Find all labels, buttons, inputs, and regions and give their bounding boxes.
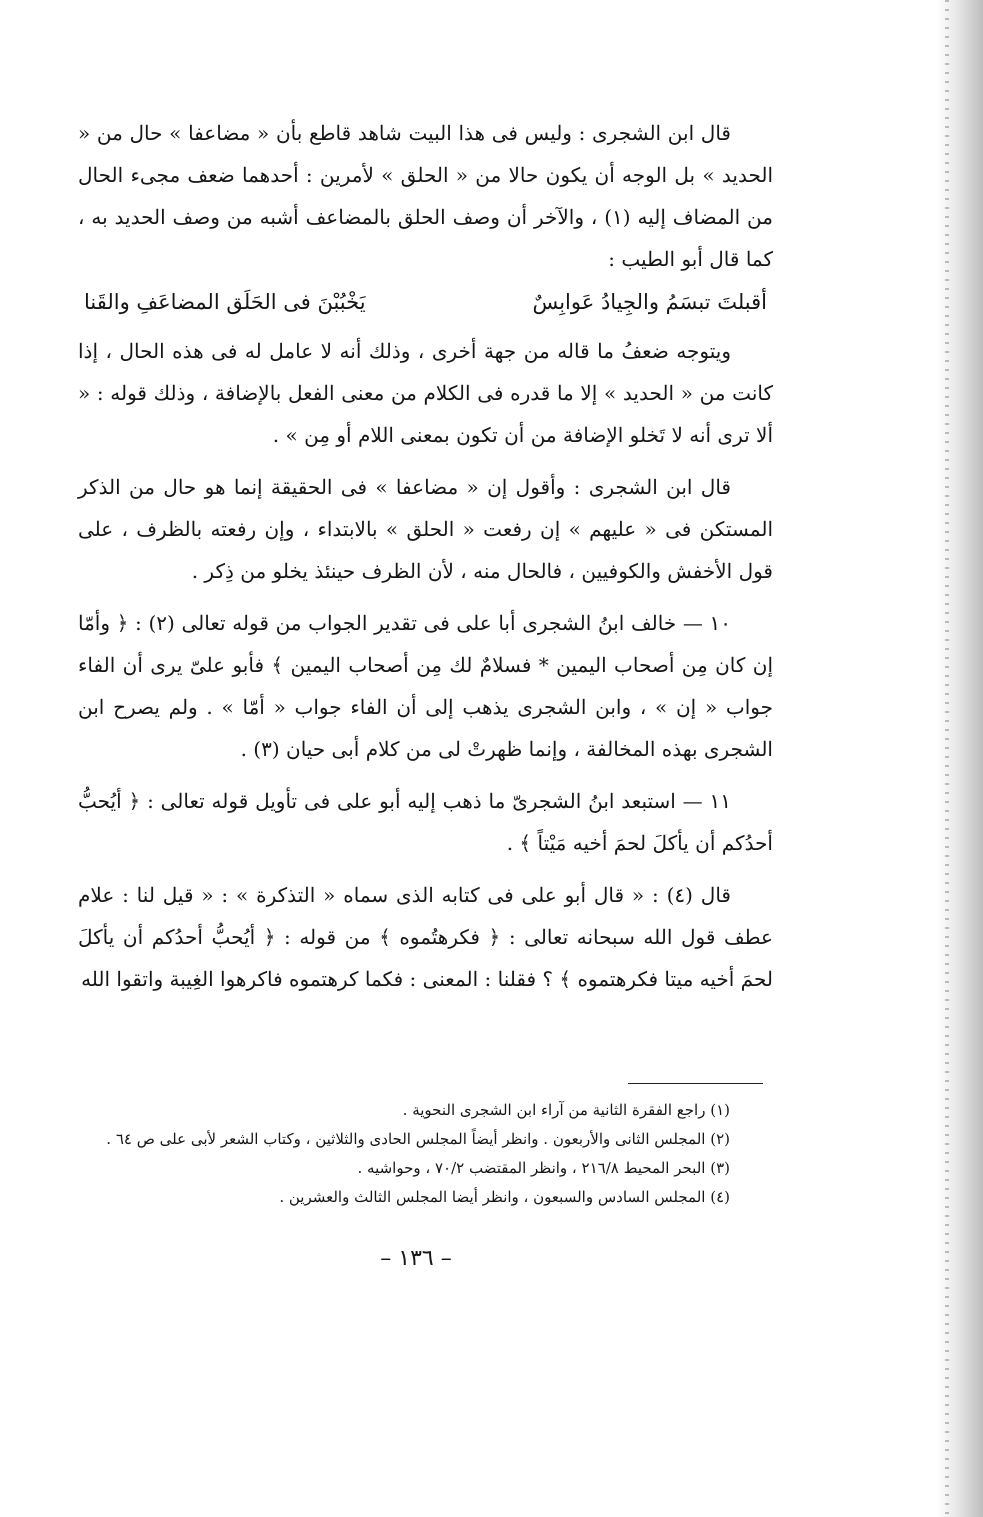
paragraph-2: ويتوجه ضعفُ ما قاله من جهة أخرى ، وذلك أنه لا عامل له فى هذه الحال ، إذا كانت من « الحديد » إلا ما قدره فى الكلام من معنى الفعل بالإضافة ، وذلك قوله : « ألا ترى أنه لا تَخلو الإضافة من أن تكون بمعنى اللام أو مِن » .: [78, 339, 773, 447]
footnote-4: (٤) المجلس السادس والسبعون ، وانظر أيضا المجلس الثالث والعشرين .: [279, 1188, 730, 1206]
paragraph-3: قال ابن الشجرى : وأقول إن « مضاعفا » فى الحقيقة إنما هو حال من الذكر المستكن فى « عليهم » إن رفعت « الحلق » بالابتداء ، وإن رفعته بالظرف ، على قول الأخفش والكوفيين ، فالحال منه ، لأن الظرف حينئذ يخلو من ذِكر .: [78, 475, 773, 583]
page-edge-binding: [945, 0, 949, 1517]
paragraph-1: قال ابن الشجرى : وليس فى هذا البيت شاهد قاطع بأن « مضاعفا » حال من « الحديد » بل الوجه أن يكون حالا من « الحلق » لأمرين : أحدهما ضعف مجىء الحال من المضاف إليه (١) ، والآخر أن وصف الحلق بالمضاعف أشبه من وصف الحديد به ، كما قال أبو الطيب :: [78, 121, 773, 271]
verse-first-hemistich: أقبلتَ تبسَمُ والجِيادُ عَوابِسٌ: [532, 290, 767, 314]
footnote-separator: [628, 1083, 763, 1084]
footnote-1: (١) راجع الفقرة الثانية من آراء ابن الشجرى النحوية .: [402, 1101, 730, 1119]
verse-second-hemistich: يَخْبُبْنَ فى الحَلَق المضاعَفِ والقَنا: [84, 290, 366, 314]
page-body: [78, 112, 773, 1000]
footnote-2: (٢) المجلس الثانى والأربعون . وانظر أيضاً المجلس الحادى والثلاثين ، وكتاب الشعر لأبى على ص ٦٤ .: [106, 1130, 730, 1148]
page-edge-shadow: [937, 0, 983, 1517]
paragraph-5: ١١ — استبعد ابنُ الشجرىّ ما ذهب إليه أبو على فى تأويل قوله تعالى : ﴿ أيُحبُّ أحدُكم أن يأكلَ لحمَ أخيه مَيْتاً ﴾ .: [78, 789, 773, 855]
poetry-verse: [78, 280, 773, 324]
footnote-3: (٣) البحر المحيط ٢١٦/٨ ، وانظر المقتضب ٧٠/٢ ، وحواشيه .: [357, 1159, 730, 1177]
footnotes: [106, 1096, 730, 1212]
paragraph-6: قال (٤) : « قال أبو على فى كتابه الذى سماه « التذكرة » : « قيل لنا : علام عطف قول الله سبحانه تعالى : ﴿ فكرهتُموه ﴾ من قوله : ﴿ أيُحبُّ أحدُكم أن يأكلَ لحمَ أخيه ميتا فكرهتموه ﴾ ؟ فقلنا : المعنى : فكما كرهتموه فاكرهوا الغِيبة واتقوا الله: [78, 883, 773, 991]
page-number: – ١٣٦ –: [380, 1246, 452, 1271]
paragraph-4: ١٠ — خالف ابنُ الشجرى أبا على فى تقدير الجواب من قوله تعالى (٢) : ﴿ وأمّا إن كان مِن أصحاب اليمين * فسلامٌ لك مِن أصحاب اليمين ﴾ فأبو علىّ يرى أن الفاء جواب « إن » ، وابن الشجرى يذهب إلى أن الفاء جواب « أمّا » . ولم يصرح ابن الشجرى بهذه المخالفة ، وإنما ظهرتْ لى من كلام أبى حيان (٣) .: [78, 611, 773, 761]
